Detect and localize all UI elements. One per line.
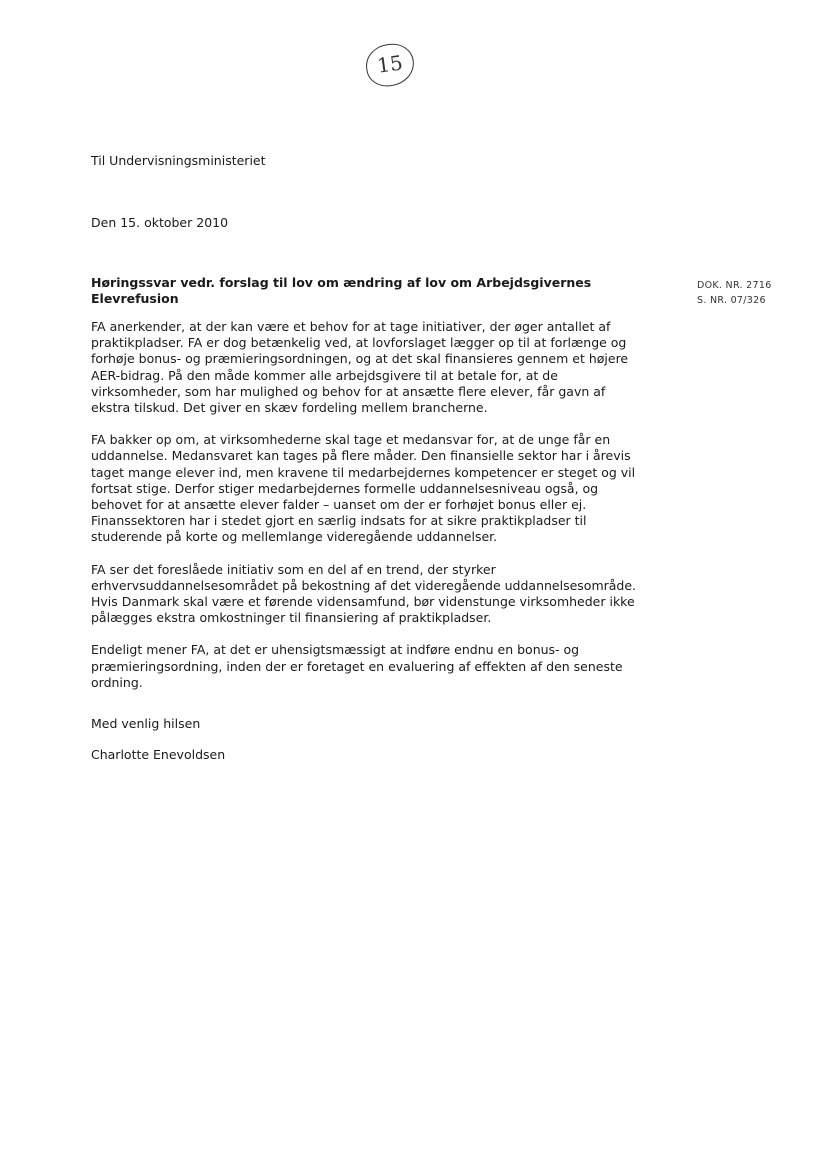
letter-date: Den 15. oktober 2010: [91, 215, 229, 230]
signature-name: Charlotte Enevoldsen: [91, 747, 226, 762]
letter-body: [91, 319, 641, 707]
recipient: Til Undervisningsministeriet: [91, 153, 266, 168]
paragraph: FA anerkender, at der kan være et behov for at tage initiativer, der øger antallet af praktikpladser. FA er dog betænkelig ved, at lovforslaget lægger op til at forlænge og forhøje bonus- og præmieringsordningen, og at det skal finansieres gennem et højere AER-bidrag. På den måde kommer alle arbejdsgivere til at betale for, at de virksomheder, som har mulighed og behov for at ansætte flere elever, får gavn af ekstra tilskud. Det giver en skæv fordeling mellem brancherne.: [91, 319, 629, 416]
paragraph: FA bakker op om, at virksomhederne skal tage et medansvar for, at de unge får en uddannelse. Medansvaret kan tages på flere måder. Den finansielle sektor har i årevis taget mange elever ind, men kravene til medarbejdernes kompetencer er steget og vil fortsat stige. Derfor stiger medarbejdernes formelle uddannelsesniveau også, og behovet for at ansætte elever falder – uanset om der er forhøjet bonus eller ej. Finanssektoren har i stedet gjort en særlig indsats for at sikre praktikpladser til studerende på korte og mellemlange videregående uddannelser.: [91, 432, 636, 545]
closing-salutation: Med venlig hilsen: [91, 716, 201, 731]
case-number: S. NR. 07/326: [697, 295, 766, 306]
document-reference: [697, 278, 772, 308]
paragraph: Endeligt mener FA, at det er uhensigtsmæssigt at indføre endnu en bonus- og præmieringsordning, inden der er foretaget en evaluering af effekten af den seneste ordning.: [91, 642, 623, 690]
paragraph: FA ser det foreslåede initiativ som en del af en trend, der styrker erhvervsuddannelsesområdet på bekostning af det videregående uddannelsesområde. Hvis Danmark skal være et førende vidensamfund, bør videnstunge virksomheder ikke pålægges ekstra omkostninger til finansiering af praktikpladser.: [91, 561, 637, 626]
document-number: DOK. NR. 2716: [697, 280, 772, 291]
letter-title: Høringssvar vedr. forslag til lov om ændring af lov om Arbejdsgivernes Elevrefusion: [91, 275, 592, 306]
handwritten-page-number: 15: [363, 41, 416, 89]
